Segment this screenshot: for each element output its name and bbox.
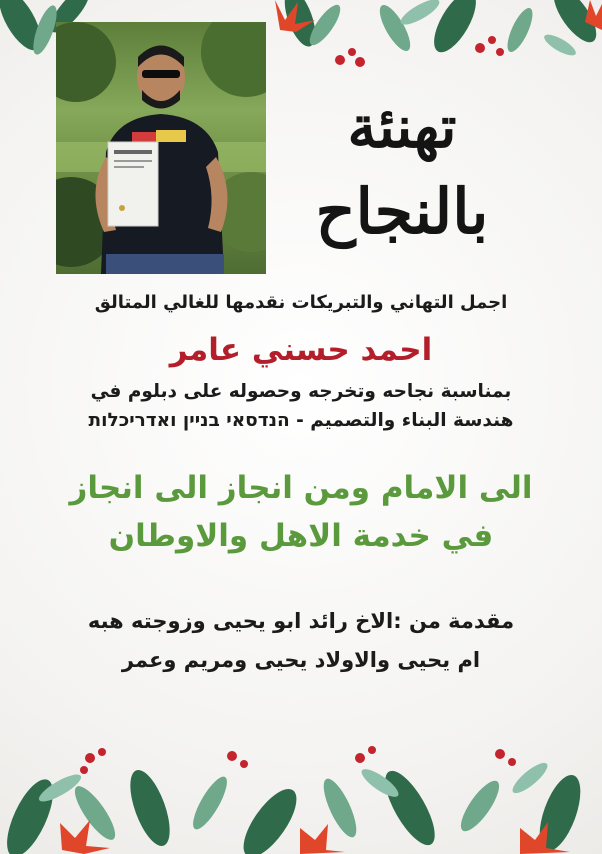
- wish-text: اجمل التهاني والتبريكات نقدمها للغالي المتالق: [94, 292, 508, 313]
- motto-line-2: في خدمة الاهل والاوطان: [108, 518, 494, 554]
- graduate-photo-icon: [56, 22, 266, 274]
- headline-congratulations: تهنئة: [347, 93, 457, 161]
- graduate-photo: [56, 22, 266, 274]
- graduate-name: احمد حسني عامر: [169, 332, 433, 368]
- from-line-1: مقدمة من :الاخ رائد ابو يحيى وزوجته هبه: [87, 609, 515, 633]
- occasion-line-1: بمناسبة نجاحه وتخرجه وحصوله على دبلوم في: [90, 381, 512, 402]
- from-line-2: ام يحيى والاولاد يحيى ومريم وعمر: [121, 648, 481, 672]
- motto-line-1: الى الامام ومن انجاز الى انجاز: [69, 470, 533, 506]
- occasion-line-2: هندسة البناء والتصميم - הנדסאי בניין ואדריכלות: [88, 410, 514, 431]
- bottom-garland-decoration: [0, 728, 602, 854]
- headline-on-success: بالنجاح: [315, 175, 489, 248]
